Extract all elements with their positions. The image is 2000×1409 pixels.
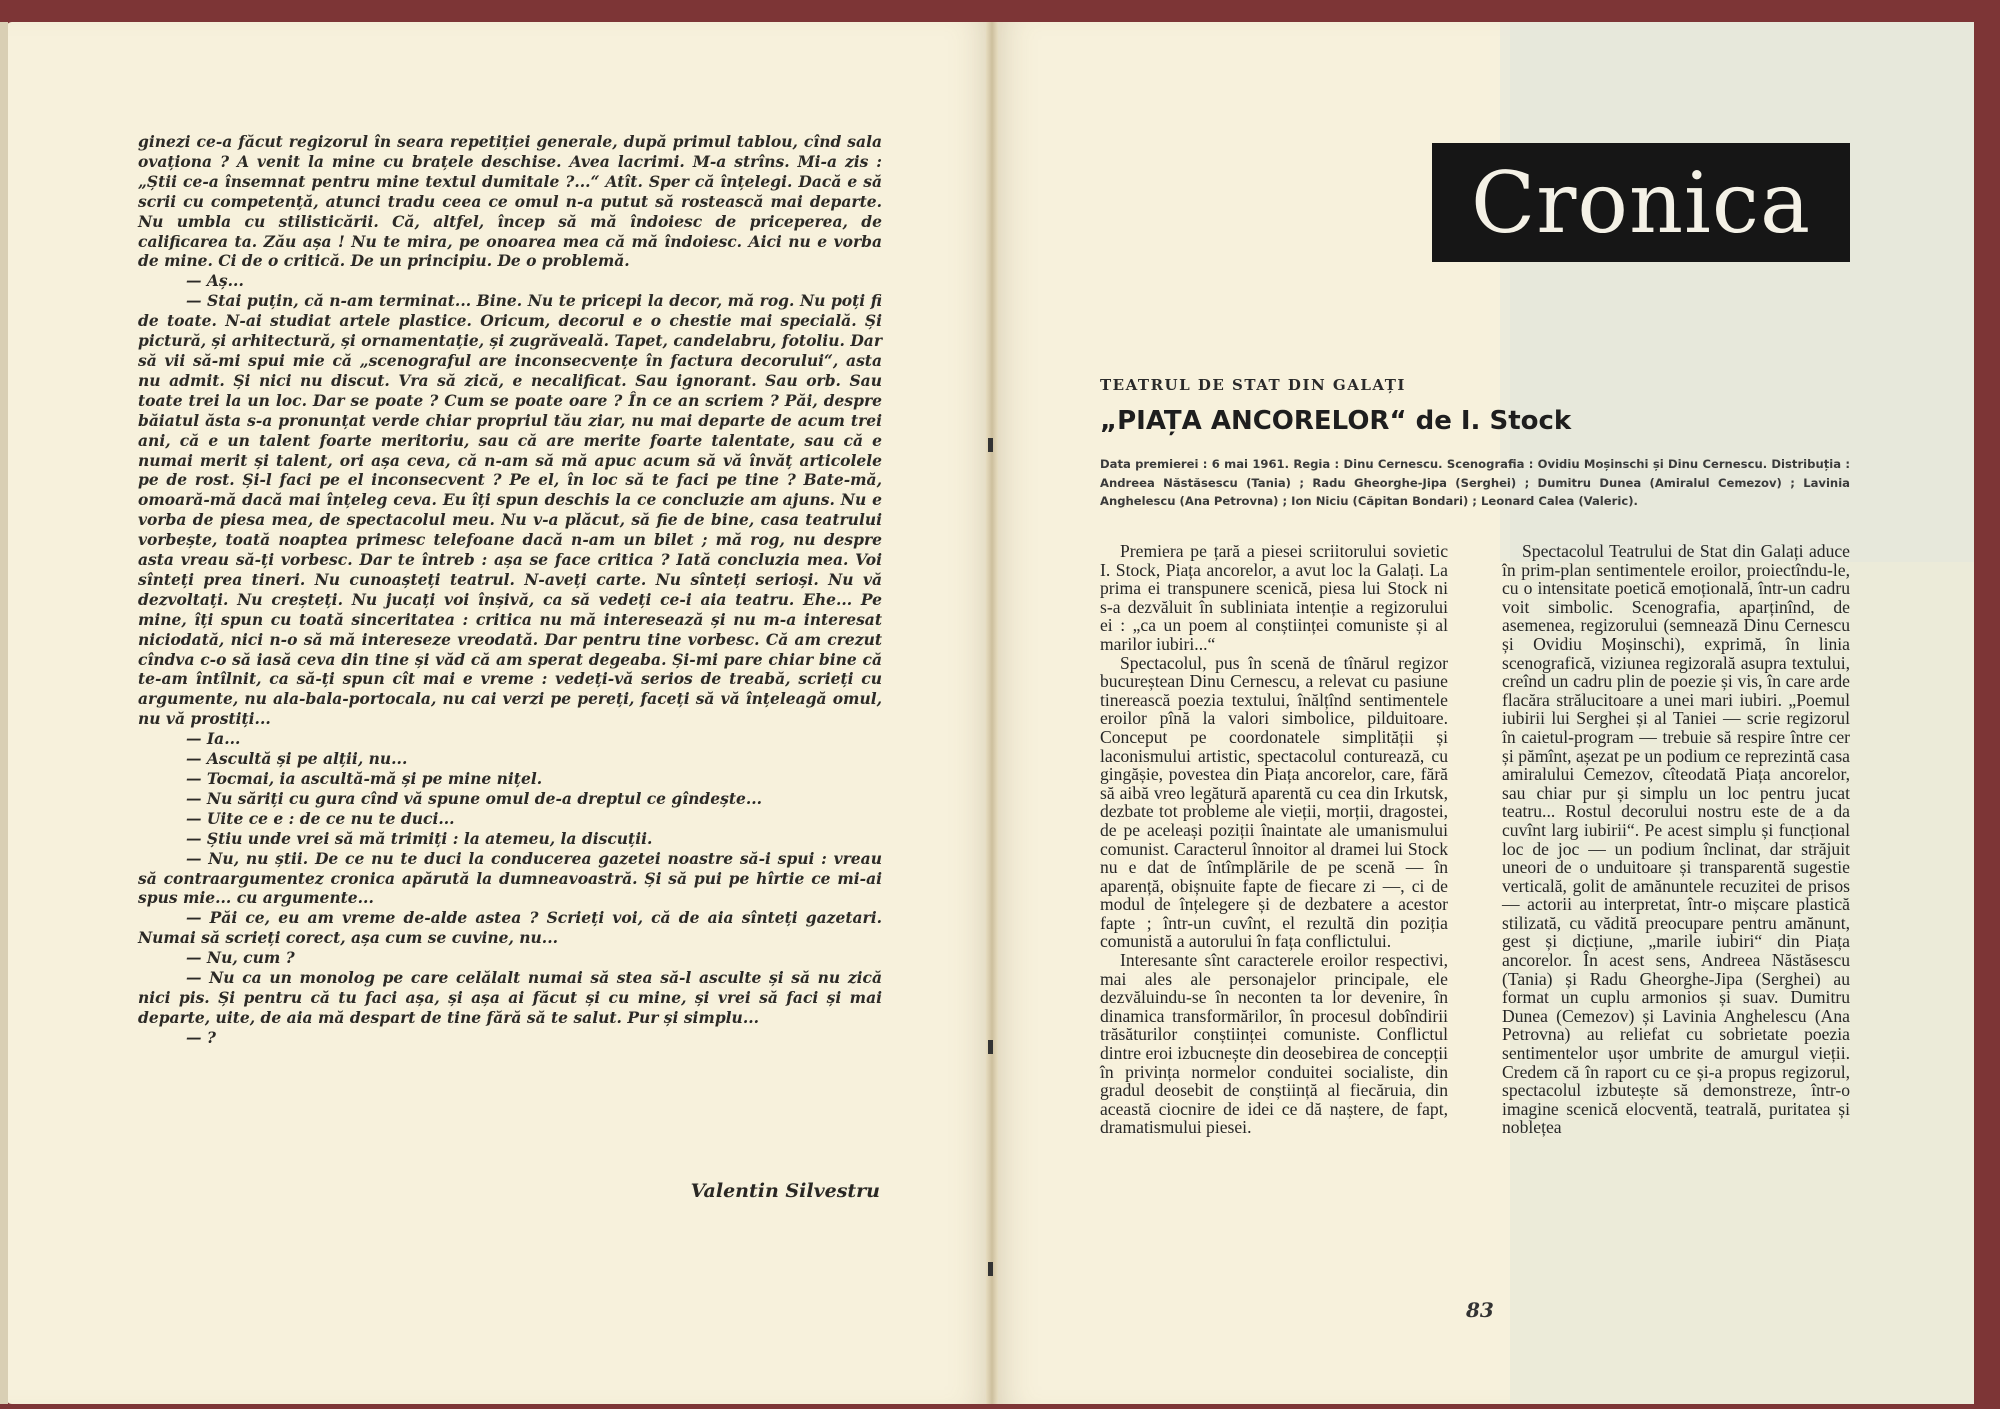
binding-mark <box>988 1040 993 1054</box>
left-paragraph: — Păi ce, eu am vreme de-alde astea ? Scrieți voi, că de aia sînteți gazetari. Numai să scrieți corect, așa cum se cuvine, nu... <box>138 908 882 948</box>
binding-mark <box>988 438 993 452</box>
left-paragraph: — Tocmai, ia ascultă-mă și pe mine nițel. <box>186 769 543 788</box>
left-paragraph: — Aș... <box>186 271 244 291</box>
page-number: 83 <box>1466 1298 1494 1322</box>
left-paragraph: — Nu, nu știi. De ce nu te duci la conducerea gazetei noastre să-i spui : vreau să contraargumentez cronica apărută la dumneavoastră. Și să pui pe hîrtie ce mi-ai spus mie... cu argumente... <box>138 848 882 908</box>
left-paragraph: — Uite ce e : de ce nu te duci... <box>186 808 455 828</box>
left-page-edge <box>0 22 8 1404</box>
author-signature: Valentin Silvestru <box>690 1180 880 1202</box>
credits: Data premierei : 6 mai 1961. Regia : Dinu Cernescu. Scenografia : Ovidiu Moșinschi și Dinu Cernescu. Distribuția : Andreea Năstăsescu (Tania) ; Radu Gheorghe-Jipa (Serghei) ; Dumitru Dunea (Amiralul Cemezov) ; Lavinia Anghelescu (Ana Petrovna) ; Ion Niciu (Căpitan Bondari) ; Leonard Calea (Valeric). <box>1100 457 1850 509</box>
book-gutter <box>986 22 998 1404</box>
left-paragraph: — ? <box>186 1027 216 1047</box>
left-paragraph: — Stai puțin, că n-am terminat... Bine. Nu te pricepi la decor, mă rog. Nu poți fi de toate. N-ai studiat artele plastice. Oricum, decorul e o chestie mai specială. Și pictură, și arhitectură, și ornamentație, și zugrăveală. Tapet, candelabru, fotoliu. Dar să vii să-mi spui mie că „scenograful are inconsecvențe în factura decorului“, asta nu admit. Și nici nu discut. Vra să zică, e necalificat. Sau ignorant. Sau orb. Sau toate trei la un loc. Dar se poate ? Cum se poate oare ? În ce an scriem ? Păi, despre băiatul ăsta s-a pronunțat verde chiar propriul tău ziar, nu mai departe de acum trei ani, că e un talent foarte meritoriu, sau că are merite foarte talentate, sau că e numai merit și talent, ori așa ceva, că n-am să mă apuc acum să vă învăț articolele pe de rost. Și-l faci pe el inconsecvent ? Pe el, în loc să te faci pe tine ? Bate-mă, omoară-mă dacă mai înțeleg ceva. Eu îți spun deschis la ce concluzie am ajuns. Nu e vorba de piesa mea, de spectacolul meu. Nu v-a plăcut, să fie de bine, casa teatrului vorbește, toată noaptea primesc telefoane dacă n-am un bilet ; mă rog, nu despre asta vreau să-ți vorbesc. Dar te întreb : așa se face critica ? Iată concluzia mea. Voi sînteți prea tineri. Nu cunoașteți teatrul. N-aveți carte. Nu sînteți serioși. Nu vă dezvoltați. Nu creșteți. Nu jucați voi înșivă, ca să vedeți ce-i aia teatru. Ehe... Pe mine, îți spun cu toată sinceritatea : critica nu mă interesează și nu m-a interesat niciodată, nici n-o să mă intereseze vreodată. Dar pentru tine vorbesc. Că am crezut cîndva c-o să iasă ceva din tine și văd că am sperat degeaba. Și-mi pare chiar bine că te-am întîlnit, ca să-ți spun cît mai e vreme : vedeți-vă serios de treabă, scrieți cu argumente, nu ala-bala-portocala, nu cai verzi pe pereți, faceți să vă înțeleagă omul, nu vă prostiți... <box>138 291 882 729</box>
theatre-heading: TEATRUL DE STAT DIN GALAȚI <box>1100 376 1406 394</box>
section-banner <box>1432 143 1850 262</box>
left-paragraph: — Ia... <box>186 729 241 749</box>
article-paragraph: Spectacolul, pus în scenă de tînărul regizor bucureștean Dinu Cernescu, a relevat cu pasiune tinerească poezia textului, înălțînd sentimentele eroilor pînă la valori simbolice, pilduitoare. Conceput pe coordonatele simplității și laconismului artistic, spectacolul conturează, cu gingășie, povestea din Piața ancorelor, care, fără să aibă vreo legătură aparentă cu cea din Irkutsk, dezbate tot probleme ale vieții, morții, dragostei, de pe aceleași poziții înaintate ale umanismului comunist. Caracterul înnoitor al dramei lui Stock nu e dat de întîmplările de pe scenă — în aparență, obișnuite fapte de fiecare zi —, ci de modul de înțelegere și de dezbatere a acestor fapte ; într-un cuvînt, el rezultă din poziția comunistă a autorului în fața conflictului. <box>1100 652 1448 952</box>
left-paragraph: — Nu ca un monolog pe care celălalt numai să stea să-l asculte și să nu zică nici pis. Și pentru că tu faci așa, și așa ai făcut și cu mine, și vrei să faci și mai departe, uite, de aia mă despart de tine fără să te salut. Pur și simplu... <box>138 968 882 1027</box>
left-page-text <box>138 132 882 1048</box>
left-paragraph: — Știu unde vrei să mă trimiți : la atemeu, la discuții. <box>186 828 653 848</box>
article-paragraph: Interesante sînt caracterele eroilor respectivi, mai ales ale personajelor principale, ele dezvăluindu-se în neconten ta lor devenire, în dinamica transformărilor, în procesul dobîndirii trăsăturilor conștiinței comuniste. Conflictul dintre eroi izbucnește din deosebirea de concepții în privința normelor conduitei socialiste, din gradul deosebit de conștiință al fiecăruia, din această ciocnire de idei ce dă naștere, de fapt, dramatismului piesei. <box>1100 950 1448 1138</box>
left-paragraph: — Ascultă și pe alții, nu... <box>186 749 408 769</box>
article-column-1 <box>1100 542 1448 1137</box>
article-paragraph: Spectacolul Teatrului de Stat din Galați aduce în prim-plan sentimentele eroilor, proiectîndu-le, cu o intensitate poetică emoțională, într-un cadru voit simbolic. Scenografia, aparținînd, de asemenea, regizorului (semnează Dinu Cernescu și Ovidiu Moșinschi), exprimă, în linia scenografică, viziunea regizorală asupra textului, creînd un cadru plin de poezie și vis, în care arde flacăra strălucitoare a unei mari iubiri. „Poemul iubirii lui Serghei și al Taniei — scrie regizorul în caietul-program — trebuie să respire între cer și pămînt, așezat pe un podium ce reprezintă casa amiralului Cemezov, cîteodată Piața ancorelor, sau chiar pur și simplu un loc pentru jucat teatru... Rostul decorului nostru este de a da cuvînt larg iubirii“. Pe acest simplu și funcțional loc de joc — un podium înclinat, dar străjuit uneori de o unduitoare și transparentă sugestie verticală, golit de amănuntele recuzitei de prisos — actorii au interpretat, într-o mișcare plastică stilizată, cu vădită preocupare pentru amănunt, gest și dicțiune, „marile iubiri“ din Piața ancorelor. În acest sens, Andreea Năstăsescu (Tania) și Radu Gheorghe-Jipa (Serghei) au format un cuplu armonios și suav. Dumitru Dunea (Cemezov) și Lavinia Anghelescu (Ana Petrovna) au reliefat cu sobrietate poezia sentimentelor ușor umbrite de amurgul vieții. Credem că în raport cu ce și-a propus regizorul, spectacolul izbutește să demonstreze, într-o imagine scenică elocventă, teatrală, puritatea și noblețea <box>1502 541 1850 1138</box>
article-column-2 <box>1502 542 1850 1137</box>
play-title: „PIAȚA ANCORELOR“ de I. Stock <box>1100 406 1572 436</box>
left-paragraph: — Nu săriți cu gura cînd vă spune omul de-a dreptul ce gîndește... <box>186 788 763 808</box>
left-paragraph: ginezi ce-a făcut regizorul în seara repetiției generale, după primul tablou, cînd sala ovaționa ? A venit la mine cu brațele deschise. Avea lacrimi. M-a strîns. Mi-a zis : „Știi ce-a însemnat pentru mine textul dumitale ?...“ Atît. Sper că înțelegi. Dacă e să scrii cu competență, atunci tradu ceea ce omul n-a putut să rostească mai departe. Nu umbla cu stilisticării. Că, altfel, încep să mă îndoiesc de priceperea, de calificarea ta. Zău așa ! Nu te mira, pe onoarea mea că mă îndoiesc. Aici nu e vorba de mine. Ci de o critică. De un principiu. De o problemă. <box>138 132 882 271</box>
section-banner-title: Cronica <box>1470 153 1812 252</box>
article-paragraph: Premiera pe țară a piesei scriitorului sovietic I. Stock, Piața ancorelor, a avut loc la Galați. La prima ei transpunere scenică, piesa lui Stock ni s-a dezvăluit în subliniata intenție a regizorului ei : „ca un poem al conștiinței comuniste și al marilor iubiri...“ <box>1100 541 1448 654</box>
binding-mark <box>988 1262 993 1276</box>
left-paragraph: — Nu, cum ? <box>186 948 295 968</box>
